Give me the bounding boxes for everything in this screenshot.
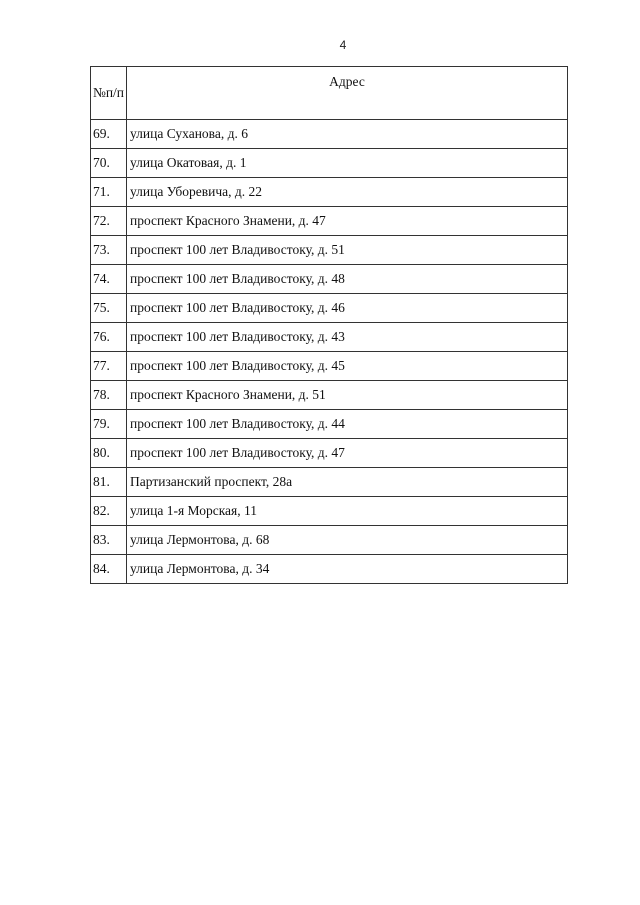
table-row bbox=[91, 468, 568, 497]
row-address: проспект 100 лет Владивостоку, д. 51 bbox=[127, 236, 568, 265]
row-number: 71. bbox=[91, 178, 127, 207]
row-address: улица Лермонтова, д. 68 bbox=[127, 526, 568, 555]
table-row bbox=[91, 497, 568, 526]
page-number: 4 bbox=[339, 38, 347, 52]
row-number: 83. bbox=[91, 526, 127, 555]
row-address: проспект 100 лет Владивостоку, д. 48 bbox=[127, 265, 568, 294]
row-address: проспект 100 лет Владивостоку, д. 47 bbox=[127, 439, 568, 468]
row-address: улица Суханова, д. 6 bbox=[127, 120, 568, 149]
table-row bbox=[91, 236, 568, 265]
table-row bbox=[91, 207, 568, 236]
row-address: улица Лермонтова, д. 34 bbox=[127, 555, 568, 584]
table-row bbox=[91, 149, 568, 178]
row-number: 76. bbox=[91, 323, 127, 352]
column-header-number: №п/п bbox=[91, 67, 127, 120]
row-number: 81. bbox=[91, 468, 127, 497]
row-number: 70. bbox=[91, 149, 127, 178]
table-row bbox=[91, 178, 568, 207]
row-address: проспект 100 лет Владивостоку, д. 43 bbox=[127, 323, 568, 352]
table-header-row bbox=[91, 67, 568, 120]
row-address: улица 1-я Морская, 11 bbox=[127, 497, 568, 526]
table-row bbox=[91, 410, 568, 439]
row-number: 73. bbox=[91, 236, 127, 265]
row-address: проспект 100 лет Владивостоку, д. 45 bbox=[127, 352, 568, 381]
address-table bbox=[90, 66, 568, 584]
row-address: Партизанский проспект, 28а bbox=[127, 468, 568, 497]
row-address: проспект 100 лет Владивостоку, д. 44 bbox=[127, 410, 568, 439]
table-row bbox=[91, 555, 568, 584]
row-number: 74. bbox=[91, 265, 127, 294]
row-address: проспект Красного Знамени, д. 51 bbox=[127, 381, 568, 410]
row-address: улица Окатовая, д. 1 bbox=[127, 149, 568, 178]
table-body bbox=[91, 120, 568, 584]
row-number: 78. bbox=[91, 381, 127, 410]
row-address: улица Уборевича, д. 22 bbox=[127, 178, 568, 207]
row-number: 75. bbox=[91, 294, 127, 323]
table-row bbox=[91, 265, 568, 294]
table-row bbox=[91, 439, 568, 468]
row-number: 84. bbox=[91, 555, 127, 584]
table-row bbox=[91, 352, 568, 381]
column-header-address: Адрес bbox=[127, 67, 568, 120]
row-address: проспект 100 лет Владивостоку, д. 46 bbox=[127, 294, 568, 323]
row-number: 69. bbox=[91, 120, 127, 149]
table-row bbox=[91, 323, 568, 352]
row-address: проспект Красного Знамени, д. 47 bbox=[127, 207, 568, 236]
row-number: 72. bbox=[91, 207, 127, 236]
table-row bbox=[91, 120, 568, 149]
row-number: 79. bbox=[91, 410, 127, 439]
table-row bbox=[91, 294, 568, 323]
table-row bbox=[91, 526, 568, 555]
row-number: 80. bbox=[91, 439, 127, 468]
row-number: 82. bbox=[91, 497, 127, 526]
table-row bbox=[91, 381, 568, 410]
row-number: 77. bbox=[91, 352, 127, 381]
